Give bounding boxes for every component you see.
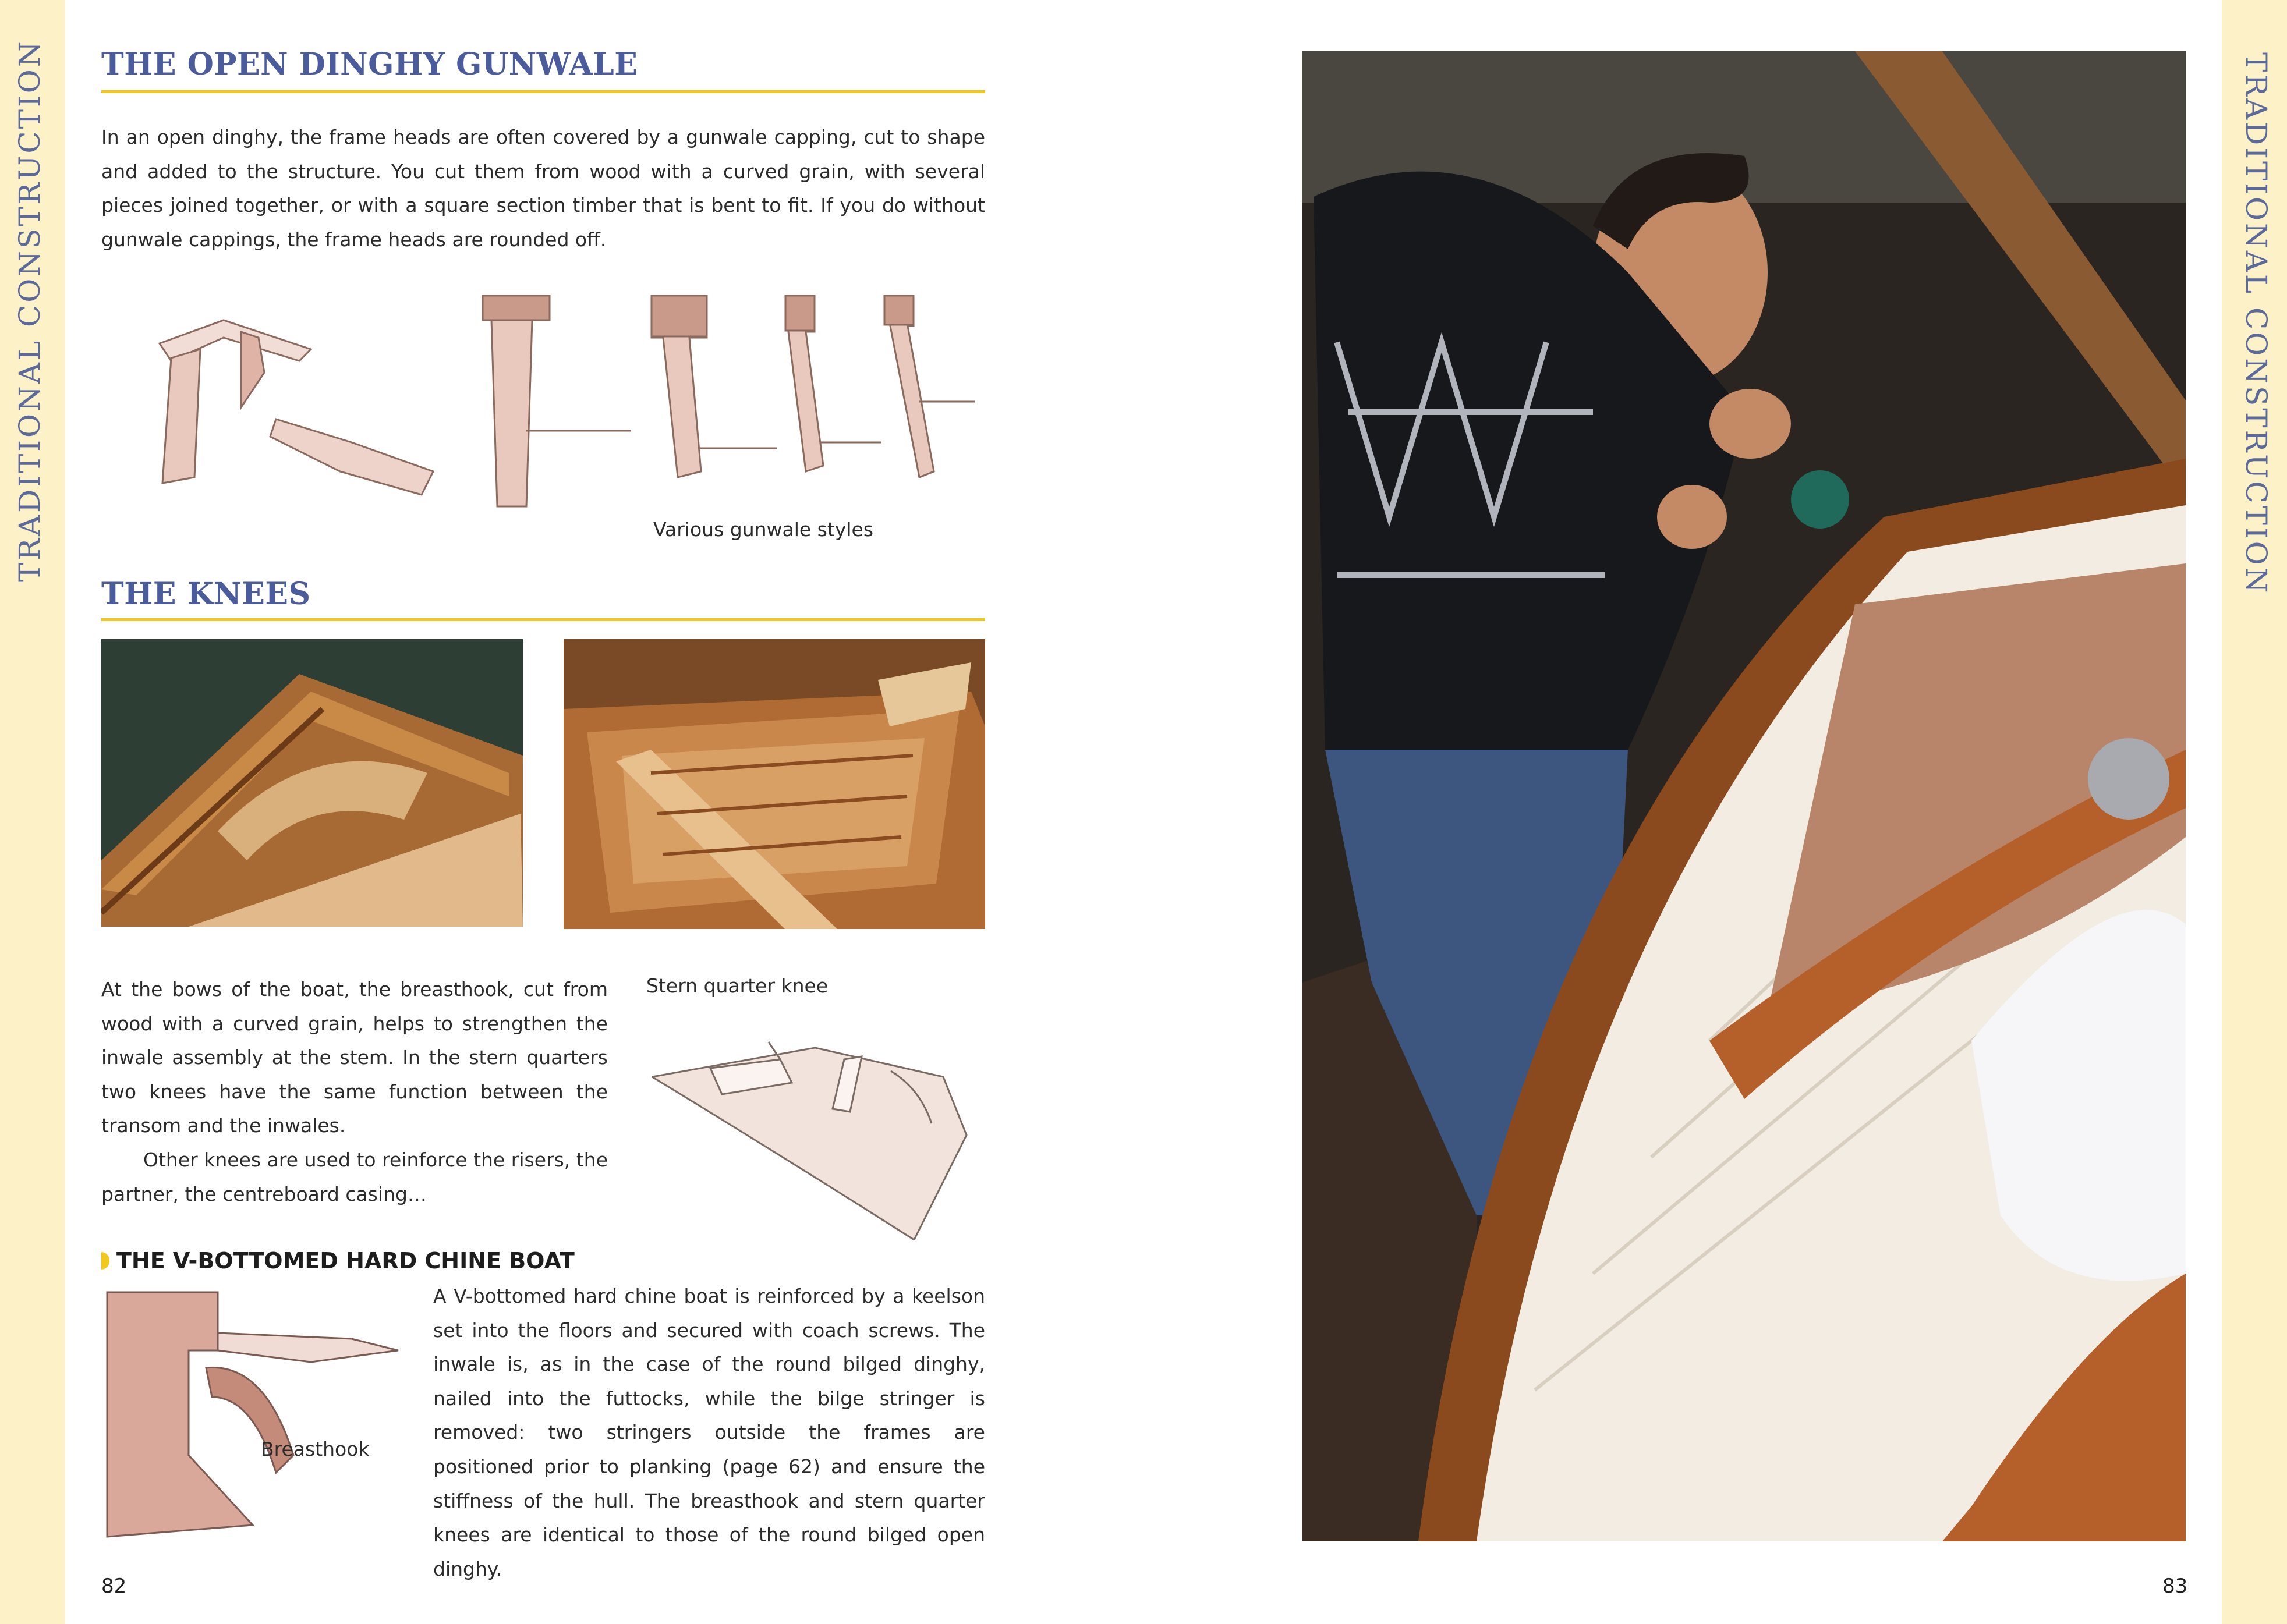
gunwale-styles-illustration xyxy=(107,285,980,530)
running-head-right: TRADITIONAL CONSTRUCTION xyxy=(2239,52,2273,595)
running-head-left: TRADITIONAL CONSTRUCTION xyxy=(13,39,47,582)
knees-body-2: Other knees are used to reinforce the risers, the partner, the centreboard casing… xyxy=(101,1148,608,1205)
knees-title-rule xyxy=(101,618,985,621)
page-number-left: 82 xyxy=(101,1575,127,1598)
gunwale-body: In an open dinghy, the frame heads are often covered by a gunwale capping, cut to shape and added to the structure. You cut them from wood with a curved grain, with several pieces joined together, or with a square section timber that is bent to fit. If you do without gunwale cappings, the frame heads are rounded off. xyxy=(101,126,985,251)
v-bottom-subhead xyxy=(101,1248,575,1274)
breasthook-label: Breasthook xyxy=(261,1438,370,1460)
gunwale-caption: Various gunwale styles xyxy=(653,518,874,541)
stern-quarter-knee-illustration xyxy=(640,1007,984,1251)
knees-title: THE KNEES xyxy=(101,576,311,612)
dinghy-interior-photo xyxy=(564,639,985,929)
knees-body-1: At the bows of the boat, the breasthook, cut from wood with a curved grain, helps to strengthen the inwale assembly at the stem. In the stern quarters two knees have the same function between the transom and the inwales. xyxy=(101,978,608,1137)
subhead-marker-icon xyxy=(101,1252,109,1270)
breasthook-illustration xyxy=(101,1281,404,1548)
v-bottom-subhead-text: THE V-BOTTOMED HARD CHINE BOAT xyxy=(116,1248,575,1274)
breasthook-photo xyxy=(101,639,523,927)
gunwale-title-rule xyxy=(101,90,985,93)
boatbuilder-photo xyxy=(1302,51,2186,1541)
stern-quarter-knee-caption: Stern quarter knee xyxy=(646,974,829,997)
page-number-right: 83 xyxy=(2162,1575,2188,1598)
v-bottom-body: A V-bottomed hard chine boat is reinforced by a keelson set into the floors and secured with coach screws. The inwale is, as in the case of the round bilged dinghy, nailed into the futtocks, while the bilge stringer is removed: two stringers outside the frames are positioned prior to planking (page 62) and ensure the stiffness of the hull. The breasthook and stern quarter knees are identical to those of the round bilged open dinghy. xyxy=(433,1285,985,1580)
gunwale-title: THE OPEN DINGHY GUNWALE xyxy=(101,47,638,82)
